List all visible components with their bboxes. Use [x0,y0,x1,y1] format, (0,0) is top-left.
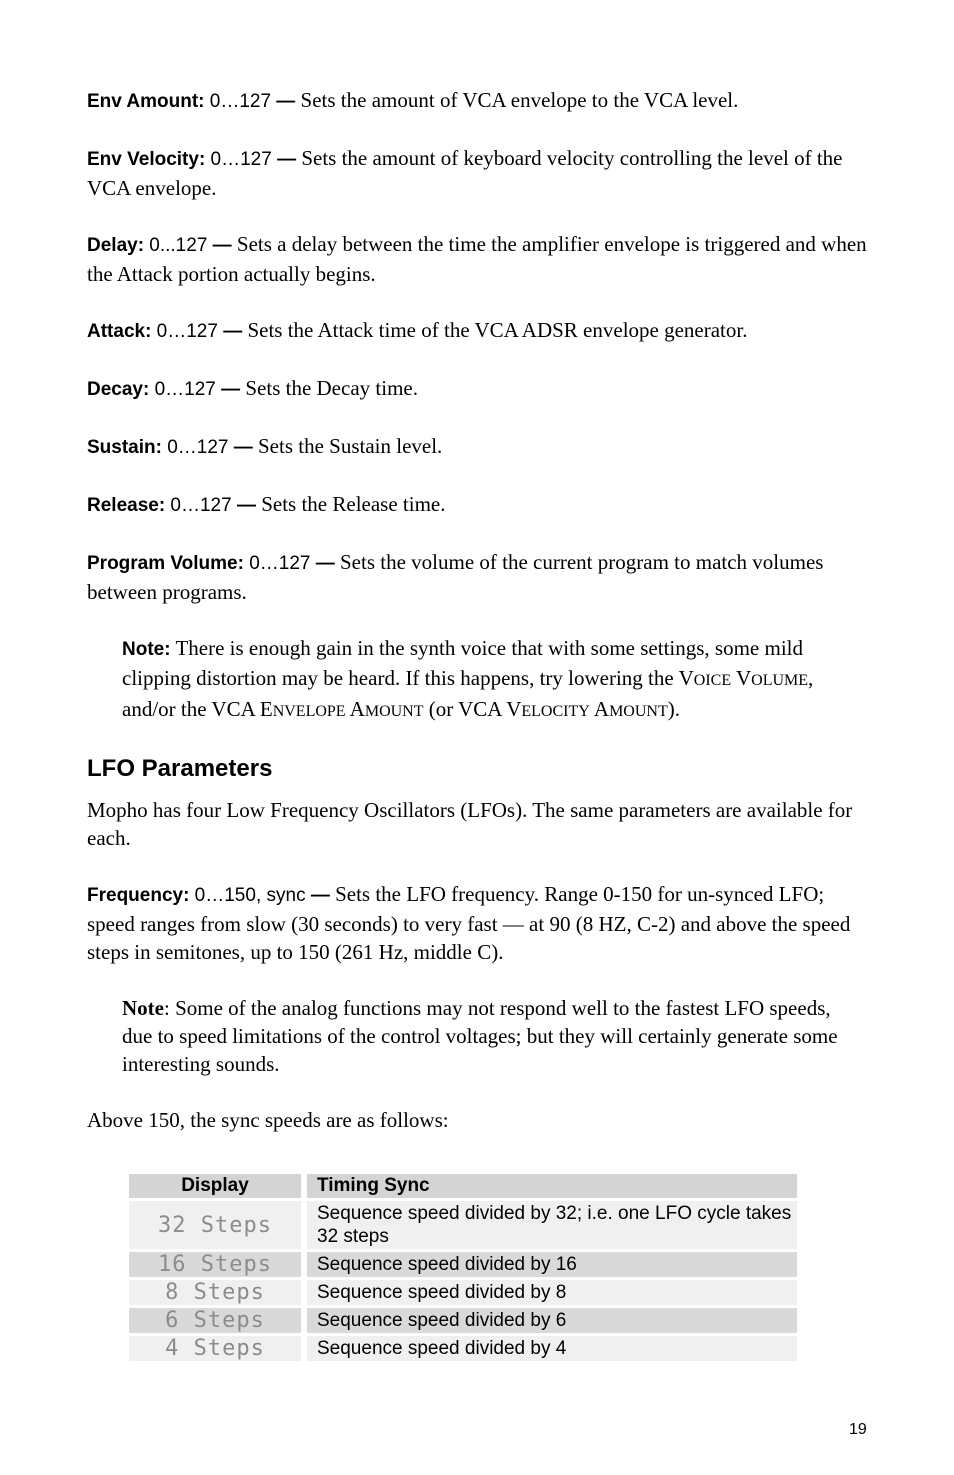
param-program-volume [87,548,867,606]
display-cell: 8 Steps [129,1280,301,1305]
param-frequency [87,880,867,966]
param-range: 0…127 [210,149,272,170]
param-range: 0…127 [156,321,218,342]
param-dash: — [223,321,243,342]
note-text: ). [667,697,680,721]
param-range: 0…127 [170,495,232,516]
note-text: A [345,697,365,721]
table-row [129,1201,797,1249]
display-cell: 6 Steps [129,1308,301,1333]
note-text: MOUNT [609,703,668,720]
note-text: V [506,697,522,721]
note-label: Note [122,996,164,1020]
section-heading: LFO Parameters [87,755,273,782]
param-description: Sets a delay between the time the amplifier envelope is triggered and when the Attack portion actually begins. [87,232,867,286]
note-text: E [259,697,273,721]
param-dash: — [236,495,256,516]
column-header-timing-sync: Timing Sync [307,1174,797,1198]
display-cell: 16 Steps [129,1252,301,1277]
param-dash: — [233,437,253,458]
table-header-row [129,1174,797,1198]
param-delay [87,230,867,288]
param-description: Sets the LFO frequency. Range 0-150 for un-synced LFO; speed ranges from slow (30 seconds) to very fast — at 90 (8 HZ, C-2) and above the speed steps in semitones, up to 150 (261 Hz, middle C). [87,882,851,964]
param-term: Frequency: [87,885,190,906]
note-text: : Some of the analog functions may not respond well to the fastest LFO speeds, due to speed limitations of the control voltages; but they will certainly generate some interesting sounds. [122,996,838,1076]
param-release [87,490,867,520]
timing-cell: Sequence speed divided by 8 [307,1280,797,1305]
table-row [129,1280,797,1305]
param-attack [87,316,867,346]
param-term: Env Amount: [87,91,205,112]
page-number: 19 [849,1421,867,1438]
param-term: Program Volume: [87,553,244,574]
note-text: There is enough gain in the synth voice that with some settings, some mild clipping distortion may be heard. If this happens, try lowering the [122,636,804,690]
note-text: (or VCA [423,697,507,721]
param-range: 0…127 [249,553,311,574]
note-analog [122,994,842,1078]
param-range: 0…127 [167,437,229,458]
lfo-intro: Mopho has four Low Frequency Oscillators (LFOs). The same parameters are available for each. [87,798,853,850]
param-dash: — [277,149,297,170]
param-decay [87,374,867,404]
sync-speed-table [129,1171,797,1364]
param-dash: — [315,553,335,574]
display-cell: 4 Steps [129,1336,301,1361]
param-term: Sustain: [87,437,162,458]
table-row [129,1336,797,1361]
display-cell: 32 Steps [129,1201,301,1249]
note-text: , and/or the VCA [122,666,814,721]
above-text: Above 150, the sync speeds are as follows: [87,1108,449,1132]
note-text: OLUME [751,672,809,689]
timing-cell: Sequence speed divided by 32; i.e. one LFO cycle takes 32 steps [307,1201,797,1249]
param-dash: — [310,885,330,906]
param-range: 0…127 [154,379,216,400]
param-range: 0...127 [149,235,208,256]
param-term: Delay: [87,235,145,256]
note-text: ELOCITY [521,703,590,720]
param-description: Sets the volume of the current program to match volumes between programs. [87,550,824,604]
param-description: Sets the amount of keyboard velocity controlling the level of the VCA envelope. [87,146,843,200]
param-term: Decay: [87,379,150,400]
timing-cell: Sequence speed divided by 6 [307,1308,797,1333]
param-sustain [87,432,867,462]
note-text: V [678,666,694,690]
note-gain [122,634,842,726]
param-description: Sets the Decay time. [245,376,418,400]
table-row [129,1252,797,1277]
param-description: Sets the amount of VCA envelope to the VCA level. [300,88,739,112]
note-text: NVELOPE [272,703,346,720]
table-row [129,1308,797,1333]
param-description: Sets the Sustain level. [257,434,443,458]
page-content [87,86,867,1162]
timing-cell: Sequence speed divided by 4 [307,1336,797,1361]
column-header-display: Display [129,1174,301,1198]
param-dash: — [212,235,232,256]
param-range: 0…127 [209,91,272,112]
note-text: A [589,697,610,721]
param-env-amount [87,86,867,116]
param-term: Attack: [87,321,152,342]
note-text: MOUNT [364,703,424,720]
param-range: 0…150, sync [194,885,306,906]
note-text: V [731,666,752,690]
note-text: OICE [693,672,732,689]
param-dash: — [276,91,296,112]
timing-cell: Sequence speed divided by 16 [307,1252,797,1277]
param-dash: — [221,379,241,400]
note-label: Note: [122,639,171,660]
param-term: Release: [87,495,166,516]
param-description: Sets the Release time. [261,492,446,516]
param-term: Env Velocity: [87,149,206,170]
param-env-velocity [87,144,867,202]
param-description: Sets the Attack time of the VCA ADSR envelope generator. [247,318,748,342]
